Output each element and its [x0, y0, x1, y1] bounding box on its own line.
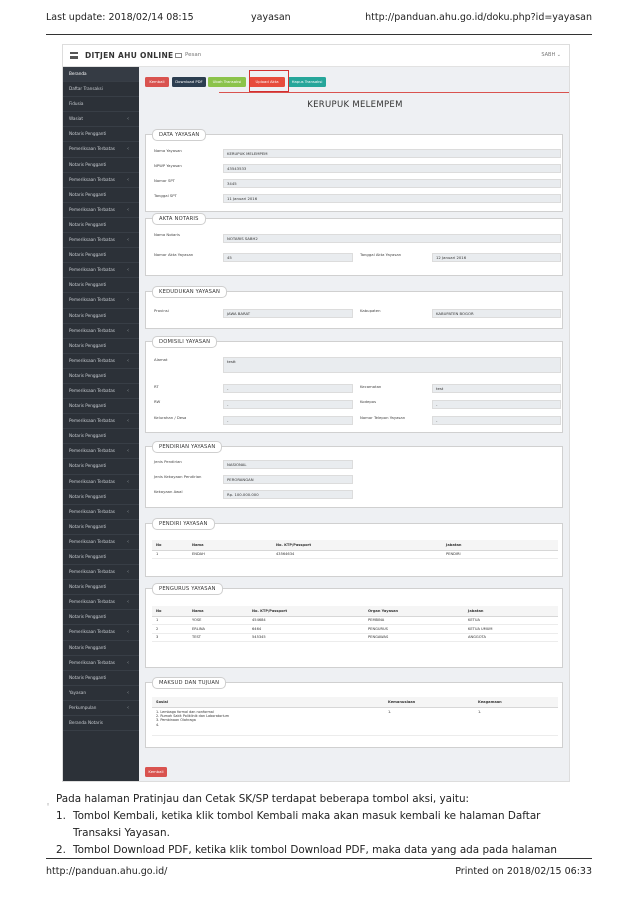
table-cell: 43564634: [272, 550, 442, 559]
title-divider: [219, 92, 570, 93]
footer-url[interactable]: http://panduan.ahu.go.id/: [46, 866, 168, 877]
section-title: PENDIRI YAYASAN: [152, 518, 215, 530]
chevron-icon: ‹: [127, 704, 129, 711]
table-row: [152, 550, 558, 559]
page-title: KERUPUK MELEMPEM: [307, 100, 403, 110]
sidebar-item[interactable]: [63, 444, 139, 459]
sidebar-item[interactable]: [63, 701, 139, 716]
app-title: DITJEN AHU ONLINE: [85, 51, 174, 60]
field-value: 11 Januari 2016: [223, 194, 561, 203]
chevron-icon: ‹: [127, 478, 129, 485]
section-title: PENGURUS YAYASAN: [152, 583, 223, 595]
table-row: [152, 616, 558, 625]
sidebar-item-label: Pemeriksaan Terbatas: [69, 327, 115, 333]
chevron-icon: ‹: [127, 508, 129, 515]
sidebar-item-label: Pemeriksaan Terbatas: [69, 478, 115, 484]
chevron-icon: ‹: [127, 569, 129, 576]
page-header: [0, 0, 638, 40]
sidebar-item[interactable]: [63, 369, 139, 384]
telepon-field: -: [432, 416, 561, 425]
sidebar-item[interactable]: [63, 535, 139, 550]
sidebar-item-label: Notaris Pengganti: [69, 131, 107, 137]
table-cell: 1: [152, 616, 188, 625]
sidebar-item-label: Notaris Pengganti: [69, 191, 107, 197]
table-header: No. KTP/Passport: [248, 606, 364, 616]
rt-field: -: [223, 384, 353, 393]
field-label: Kekayaan Awal: [154, 489, 183, 494]
sidebar-item-label: Notaris Pengganti: [69, 433, 107, 439]
chevron-icon: ‹: [127, 237, 129, 244]
nama-notaris-field: NOTARIS SABH2: [223, 234, 561, 243]
pendiri-section: [145, 523, 563, 577]
telepon-label: Nomor Telepon Yayasan: [360, 415, 406, 420]
table-cell: ENDAH: [188, 550, 272, 559]
table-header-row: [152, 540, 558, 550]
chevron-icon: ‹: [127, 206, 129, 213]
table-cell: PENGURUS: [364, 625, 464, 634]
sidebar-item-label: Notaris Pengganti: [69, 493, 107, 499]
chevron-icon: ‹: [127, 297, 129, 304]
sidebar-item[interactable]: [63, 671, 139, 686]
field-label: Jenis Pendirian: [154, 459, 182, 464]
page-url[interactable]: http://panduan.ahu.go.id/doku.php?id=yayasan: [365, 12, 592, 23]
list-text: Tombol Kembali, ketika klik tombol Kembali maka akan masuk kembali ke halaman Daftar: [73, 810, 541, 822]
field-label: Nama Yayasan: [154, 148, 182, 153]
field-label: Jenis Kekayaan Pendirian: [154, 474, 202, 479]
chevron-icon: ‹: [127, 629, 129, 636]
sidebar-item[interactable]: [63, 475, 139, 490]
sidebar-item-label: Notaris Pengganti: [69, 221, 107, 227]
provinsi-field: JAWA BARAT: [223, 309, 353, 318]
sidebar-item[interactable]: [63, 625, 139, 640]
sosial-line: 3. Pembinaan Olahraga: [156, 718, 196, 723]
user-name: SABH: [541, 52, 556, 58]
sidebar-item-label: Notaris Pengganti: [69, 372, 107, 378]
kemanusiaan-cell: 1.: [384, 707, 474, 735]
page-id: yayasan: [251, 12, 291, 23]
section-title: KEDUDUKAN YAYASAN: [152, 286, 227, 298]
action-button[interactable]: Kembali: [145, 77, 169, 87]
table-cell: 1: [152, 550, 188, 559]
intro-paragraph: Pada halaman Pratinjau dan Cetak SK/SP terdapat beberapa tombol aksi, yaitu:: [56, 793, 470, 805]
app-topbar: [63, 45, 570, 67]
chevron-icon: ‹: [127, 327, 129, 334]
sidebar-item-label: Pemeriksaan Terbatas: [69, 659, 115, 665]
sidebar-item[interactable]: [63, 339, 139, 354]
sidebar-item-label: Pemeriksaan Terbatas: [69, 297, 115, 303]
field-label: Tanggal SPT: [154, 193, 177, 198]
table-cell: 454684: [248, 616, 364, 625]
sidebar-item-label: Pemeriksaan Terbatas: [69, 206, 115, 212]
table-cell: TEST: [188, 633, 248, 642]
table-header: Kemanusiaan: [384, 697, 474, 707]
upload-akta-highlight: [249, 70, 289, 92]
sidebar-item-label: Notaris Pengganti: [69, 463, 107, 469]
pengurus-section: [145, 588, 563, 668]
chevron-icon: ‹: [127, 689, 129, 696]
field-value: Rp. 100.000.000: [223, 490, 353, 499]
sidebar-item-label: Wasiat: [69, 116, 83, 122]
sidebar-item[interactable]: [63, 550, 139, 565]
sosial-list: [156, 710, 384, 728]
table-cell: ANGGOTA: [464, 633, 558, 642]
sidebar-item[interactable]: [63, 505, 139, 520]
sidebar: [63, 67, 139, 782]
chevron-icon: ‹: [127, 357, 129, 364]
sidebar-item[interactable]: [63, 97, 139, 112]
sidebar-item-label: Notaris Pengganti: [69, 674, 107, 680]
sidebar-item-label: Pemeriksaan Terbatas: [69, 176, 115, 182]
sidebar-item-label: Notaris Pengganti: [69, 161, 107, 167]
action-button[interactable]: Ubah Transaksi: [208, 77, 246, 87]
pendirian-section: [145, 446, 563, 508]
footer-divider: [46, 858, 592, 859]
kelurahan-label: Kelurahan / Desa: [154, 415, 187, 420]
table-row: [152, 625, 558, 634]
sidebar-item-label: Pemeriksaan Terbatas: [69, 629, 115, 635]
alamat-field: testt: [223, 357, 561, 373]
kabupaten-label: Kabupaten: [360, 308, 381, 313]
rw-field: -: [223, 400, 353, 409]
sidebar-item-label: Notaris Pengganti: [69, 523, 107, 529]
sidebar-item-label: Notaris Pengganti: [69, 342, 107, 348]
sidebar-item-label: Pemeriksaan Terbatas: [69, 357, 115, 363]
field-value: KERUPUK MELEMPEM: [223, 149, 561, 158]
field-value: PERORANGAN: [223, 475, 353, 484]
sidebar-item[interactable]: [63, 218, 139, 233]
sidebar-item-label: Pemeriksaan Terbatas: [69, 538, 115, 544]
pendiri-table: [152, 540, 558, 559]
kodepos-field: -: [432, 400, 561, 409]
chevron-icon: ‹: [127, 448, 129, 455]
field-value: 3445: [223, 179, 561, 188]
table-row: [152, 707, 558, 735]
provinsi-label: Provinsi: [154, 308, 169, 313]
sidebar-item-label: Pemeriksaan Terbatas: [69, 267, 115, 273]
tanggal-akta-field: 12 Januari 2016: [432, 253, 561, 262]
sidebar-item-label: Daftar Transaksi: [69, 86, 103, 92]
sidebar-item-label: Notaris Pengganti: [69, 252, 107, 258]
sidebar-item[interactable]: [63, 127, 139, 142]
section-title: PENDIRIAN YAYASAN: [152, 441, 222, 453]
sidebar-item[interactable]: [63, 686, 139, 701]
sidebar-item[interactable]: [63, 293, 139, 308]
sosial-line: 4.: [156, 722, 160, 727]
table-header: No. KTP/Passport: [272, 540, 442, 550]
list-text-cont: Transaksi Yayasan.: [73, 827, 170, 839]
table-cell: 3: [152, 633, 188, 642]
sidebar-item[interactable]: [63, 399, 139, 414]
hamburger-icon[interactable]: [70, 52, 78, 59]
sidebar-item[interactable]: [63, 278, 139, 293]
sidebar-item[interactable]: [63, 188, 139, 203]
sosial-cell: [152, 707, 384, 735]
table-cell: KETUA: [464, 616, 558, 625]
akta-notaris-section: [145, 218, 563, 276]
sidebar-item[interactable]: [63, 233, 139, 248]
table-header: No: [152, 606, 188, 616]
sidebar-item[interactable]: [63, 173, 139, 188]
main-content: [139, 67, 570, 782]
app-screenshot: [62, 44, 570, 782]
sidebar-item-label: Notaris Pengganti: [69, 614, 107, 620]
table-header: No: [152, 540, 188, 550]
sidebar-item[interactable]: [63, 520, 139, 535]
sidebar-item[interactable]: [63, 580, 139, 595]
data-yayasan-section: [145, 134, 563, 212]
sidebar-item-label: Pemeriksaan Terbatas: [69, 418, 115, 424]
action-button[interactable]: Download PDF: [172, 77, 206, 87]
table-header: Jabatan: [442, 540, 558, 550]
chevron-icon: ‹: [127, 387, 129, 394]
sidebar-item-label: Perkumpulan: [69, 704, 97, 710]
table-header: Nama: [188, 606, 248, 616]
sidebar-item[interactable]: [63, 565, 139, 580]
kembali-bottom-button[interactable]: Kembali: [145, 767, 167, 777]
sidebar-item[interactable]: [63, 610, 139, 625]
rt-label: RT: [154, 384, 159, 389]
sidebar-item-label: Notaris Pengganti: [69, 282, 107, 288]
list-number: 1.: [56, 810, 66, 822]
sidebar-item[interactable]: [63, 67, 139, 82]
field-label: NPWP Yayasan: [154, 163, 182, 168]
sidebar-item[interactable]: [63, 203, 139, 218]
maksud-table: [152, 697, 558, 736]
table-cell: 2: [152, 625, 188, 634]
user-menu[interactable]: SABH ⌄: [541, 52, 561, 58]
nomor-akta-label: Nomor Akta Yayasan: [154, 252, 194, 257]
sidebar-item-label: Notaris Pengganti: [69, 403, 107, 409]
rw-label: RW: [154, 399, 161, 404]
field-value: NASIONAL: [223, 460, 353, 469]
table-cell: ERLINA: [188, 625, 248, 634]
keagamaan-cell: 1.: [474, 707, 558, 735]
list-number: 2.: [56, 844, 66, 856]
sidebar-item[interactable]: [63, 459, 139, 474]
table-header-row: [152, 697, 558, 707]
last-update: Last update: 2018/02/14 08:15: [46, 12, 194, 23]
sosial-line: 1. Lembaga formal dan nonformal: [156, 709, 214, 714]
section-title: DOMISILI YAYASAN: [152, 336, 217, 348]
chevron-icon: ‹: [127, 599, 129, 606]
table-header: Jabatan: [464, 606, 558, 616]
table-cell: YOSE: [188, 616, 248, 625]
sidebar-item-label: Pemeriksaan Terbatas: [69, 387, 115, 393]
maksud-section: [145, 682, 563, 748]
sidebar-item-label: Yayasan: [69, 689, 86, 695]
field-label: Nomor SPT: [154, 178, 175, 183]
sidebar-item-label: Beranda Notaris: [69, 720, 103, 726]
chevron-icon: ‹: [127, 538, 129, 545]
kecamatan-label: Kecamatan: [360, 384, 382, 389]
table-header: Keagamaan: [474, 697, 558, 707]
chevron-icon: ‹: [127, 267, 129, 274]
sidebar-item[interactable]: [63, 82, 139, 97]
sidebar-item[interactable]: [63, 248, 139, 263]
sidebar-item-label: Notaris Pengganti: [69, 312, 107, 318]
table-header: Sosial: [152, 697, 384, 707]
sidebar-item-label: Notaris Pengganti: [69, 554, 107, 559]
section-title: MAKSUD DAN TUJUAN: [152, 677, 226, 689]
kecamatan-field: test: [432, 384, 561, 393]
sidebar-item[interactable]: [63, 142, 139, 157]
page-footer: [0, 858, 638, 903]
sidebar-item[interactable]: [63, 490, 139, 505]
sidebar-item[interactable]: [63, 112, 139, 127]
section-title: DATA YAYASAN: [152, 129, 206, 141]
domisili-section: [145, 341, 563, 433]
section-title: AKTA NOTARIS: [152, 213, 206, 225]
nama-notaris-label: Nama Notaris: [154, 232, 180, 237]
table-cell: 545345: [248, 633, 364, 642]
sidebar-item[interactable]: [63, 324, 139, 339]
sidebar-item[interactable]: [63, 716, 139, 731]
kelurahan-field: -: [223, 416, 353, 425]
chevron-icon: ‹: [127, 418, 129, 425]
chevron-icon: ‹: [127, 659, 129, 666]
tanggal-akta-label: Tanggal Akta Yayasan: [360, 252, 402, 257]
kedudukan-section: [145, 291, 563, 329]
action-button[interactable]: Hapus Transaksi: [288, 77, 326, 87]
chevron-icon: ‹: [127, 176, 129, 183]
sidebar-item[interactable]: [63, 641, 139, 656]
table-header-row: [152, 606, 558, 616]
field-value: 43543533: [223, 164, 561, 173]
action-button[interactable]: Upload Akta: [249, 77, 285, 87]
table-header: Organ Yayasan: [364, 606, 464, 616]
table-cell: PEMBINA: [364, 616, 464, 625]
bullet-icon: ◦: [46, 801, 51, 809]
sidebar-item-label: Pemeriksaan Terbatas: [69, 569, 115, 575]
sidebar-item-label: Fidusia: [69, 101, 84, 107]
table-row: [152, 633, 558, 642]
printed-on: Printed on 2018/02/15 06:33: [455, 866, 592, 877]
chevron-icon: ‹: [127, 146, 129, 153]
sidebar-item[interactable]: [63, 384, 139, 399]
pengurus-table: [152, 606, 558, 642]
sidebar-item-label: Pemeriksaan Terbatas: [69, 448, 115, 454]
chevron-icon: ‹: [127, 116, 129, 123]
kodepos-label: Kodepos: [360, 399, 377, 404]
table-header: Nama: [188, 540, 272, 550]
sidebar-item-label: Notaris Pengganti: [69, 644, 107, 650]
header-divider: [46, 34, 592, 35]
sidebar-item-label: Pemeriksaan Terbatas: [69, 599, 115, 605]
sidebar-item-label: Pemeriksaan Terbatas: [69, 237, 115, 243]
table-cell: KETUA UMUM: [464, 625, 558, 634]
sidebar-item[interactable]: [63, 309, 139, 324]
table-cell: PENGAWAS: [364, 633, 464, 642]
sidebar-item[interactable]: [63, 656, 139, 671]
sidebar-item-label: Pemeriksaan Terbatas: [69, 146, 115, 152]
kabupaten-field: KABUPATEN BOGOR: [432, 309, 561, 318]
sidebar-item[interactable]: [63, 414, 139, 429]
table-cell: 6464: [248, 625, 364, 634]
sidebar-item[interactable]: [63, 595, 139, 610]
sidebar-item[interactable]: [63, 354, 139, 369]
sidebar-item[interactable]: [63, 263, 139, 278]
sidebar-item-label: Beranda: [69, 71, 87, 76]
pesan-link[interactable]: Pesan: [185, 52, 202, 58]
sidebar-item-label: Notaris Pengganti: [69, 584, 107, 590]
nomor-akta-field: 45: [223, 253, 353, 262]
sidebar-item[interactable]: [63, 429, 139, 444]
alamat-label: Alamat: [154, 357, 168, 362]
sidebar-item[interactable]: [63, 158, 139, 173]
sidebar-item-label: Pemeriksaan Terbatas: [69, 508, 115, 514]
list-text: Tombol Download PDF, ketika klik tombol Download PDF, maka data yang ada pada halaman: [73, 844, 557, 856]
sosial-line: 2. Rumah Sakit Poliklinik dan Laboratorium: [156, 713, 229, 718]
table-cell: PENDIRI: [442, 550, 558, 559]
mail-icon[interactable]: [175, 53, 182, 58]
